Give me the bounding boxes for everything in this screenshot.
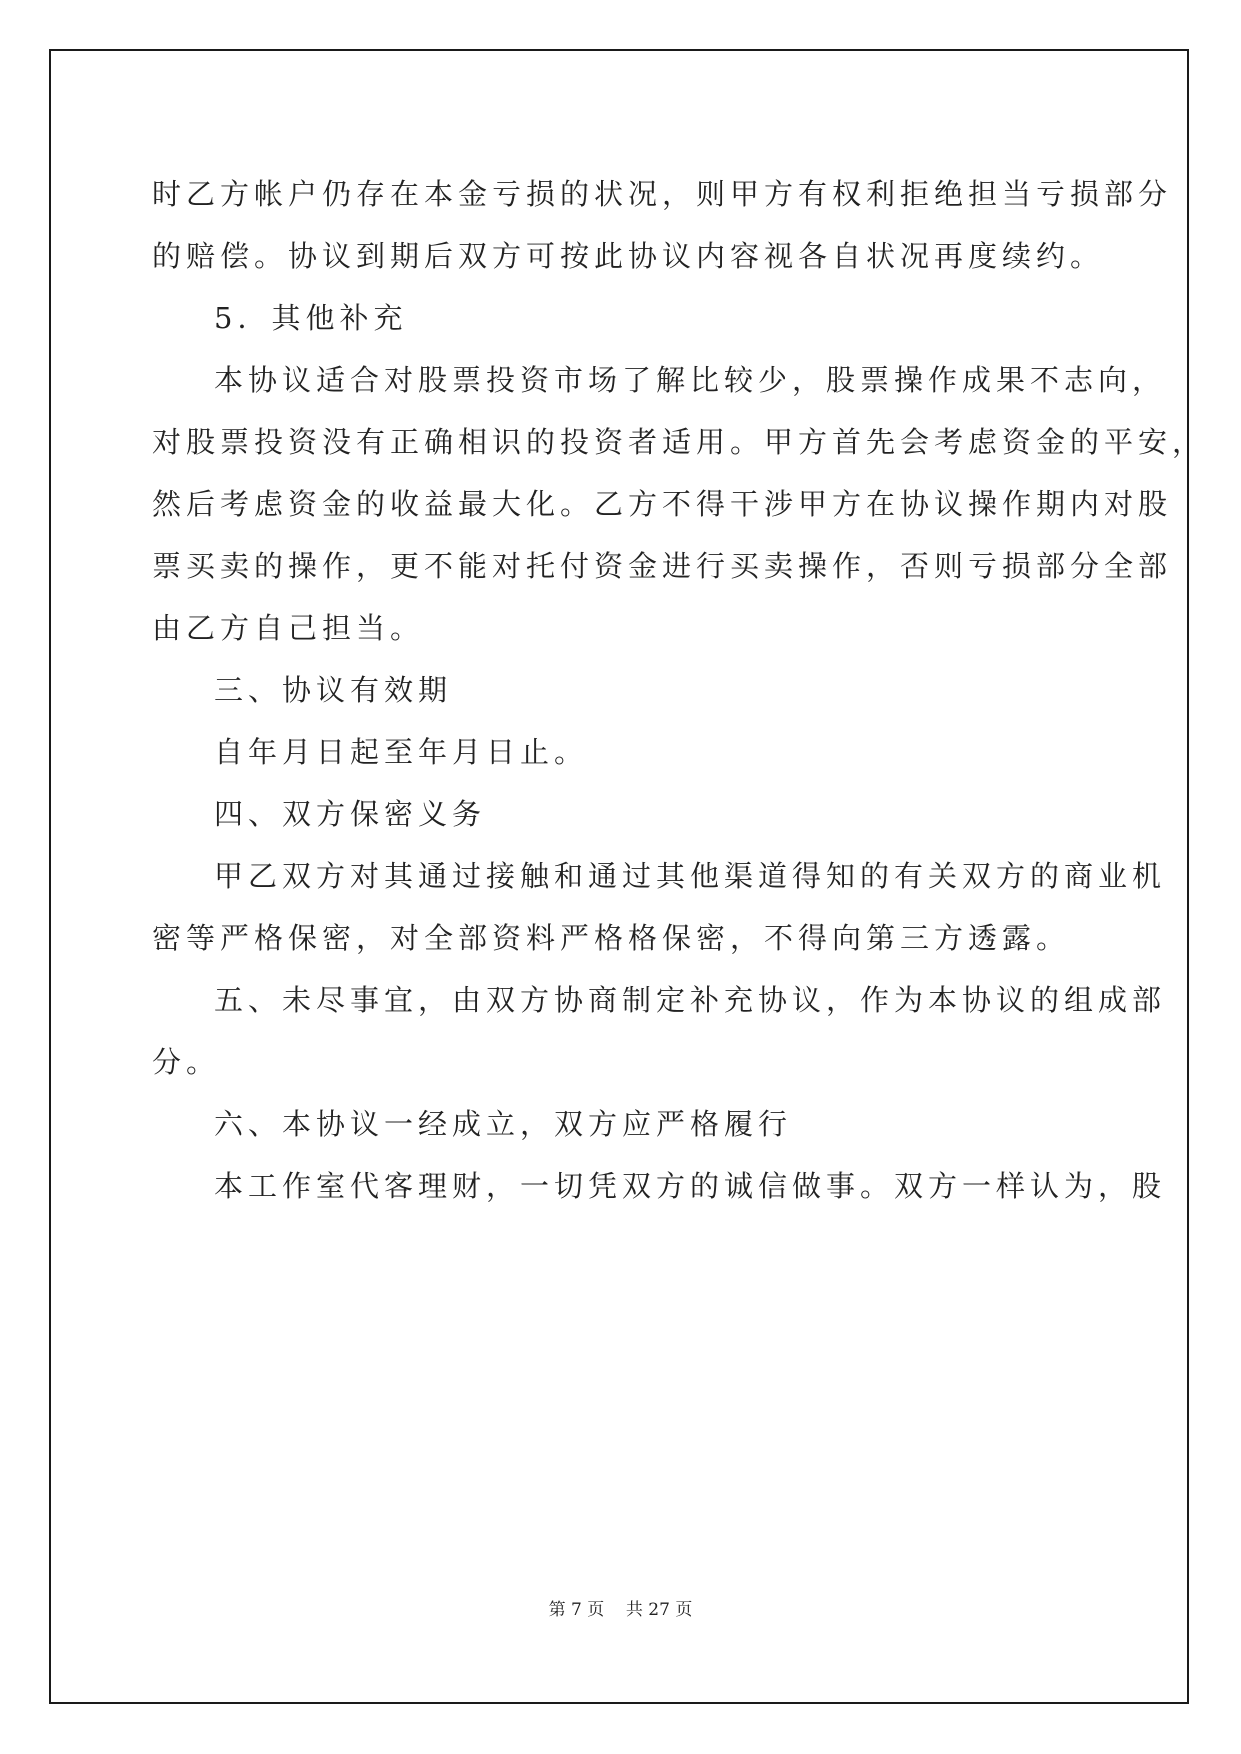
section-heading: 5．其他补充	[214, 301, 408, 335]
section-heading: 六、本协议一经成立，双方应严格履行	[214, 1107, 793, 1141]
page-footer	[0, 1595, 1241, 1620]
text-line: 然后考虑资金的收益最大化。乙方不得干涉甲方在协议操作期内对股	[152, 487, 1173, 521]
text-line: 自年月日起至年月日止。	[214, 735, 589, 769]
section-heading: 三、协议有效期	[214, 673, 453, 707]
text-line: 对股票投资没有正确相识的投资者适用。甲方首先会考虑资金的平安，	[152, 425, 1207, 459]
text-line: 本工作室代客理财，一切凭双方的诚信做事。双方一样认为，股	[214, 1169, 1167, 1203]
text-line: 甲乙双方对其通过接触和通过其他渠道得知的有关双方的商业机	[214, 859, 1167, 893]
text-line: 时乙方帐户仍存在本金亏损的状况，则甲方有权利拒绝担当亏损部分	[152, 177, 1173, 211]
page-number: 第 7 页	[548, 1600, 605, 1620]
document-body	[152, 163, 1207, 1217]
text-line: 由乙方自己担当。	[152, 611, 425, 645]
text-line: 本协议适合对股票投资市场了解比较少，股票操作成果不志向，	[214, 363, 1167, 397]
text-line: 分。	[152, 1045, 221, 1079]
text-line: 票买卖的操作，更不能对托付资金进行买卖操作，否则亏损部分全部	[152, 549, 1173, 583]
section-heading: 四、双方保密义务	[214, 797, 487, 831]
text-line: 五、未尽事宜，由双方协商制定补充协议，作为本协议的组成部	[214, 983, 1167, 1017]
text-line: 密等严格保密，对全部资料严格格保密，不得向第三方透露。	[152, 921, 1071, 955]
page-total: 共 27 页	[625, 1600, 693, 1620]
text-line: 的赔偿。协议到期后双方可按此协议内容视各自状况再度续约。	[152, 239, 1105, 273]
